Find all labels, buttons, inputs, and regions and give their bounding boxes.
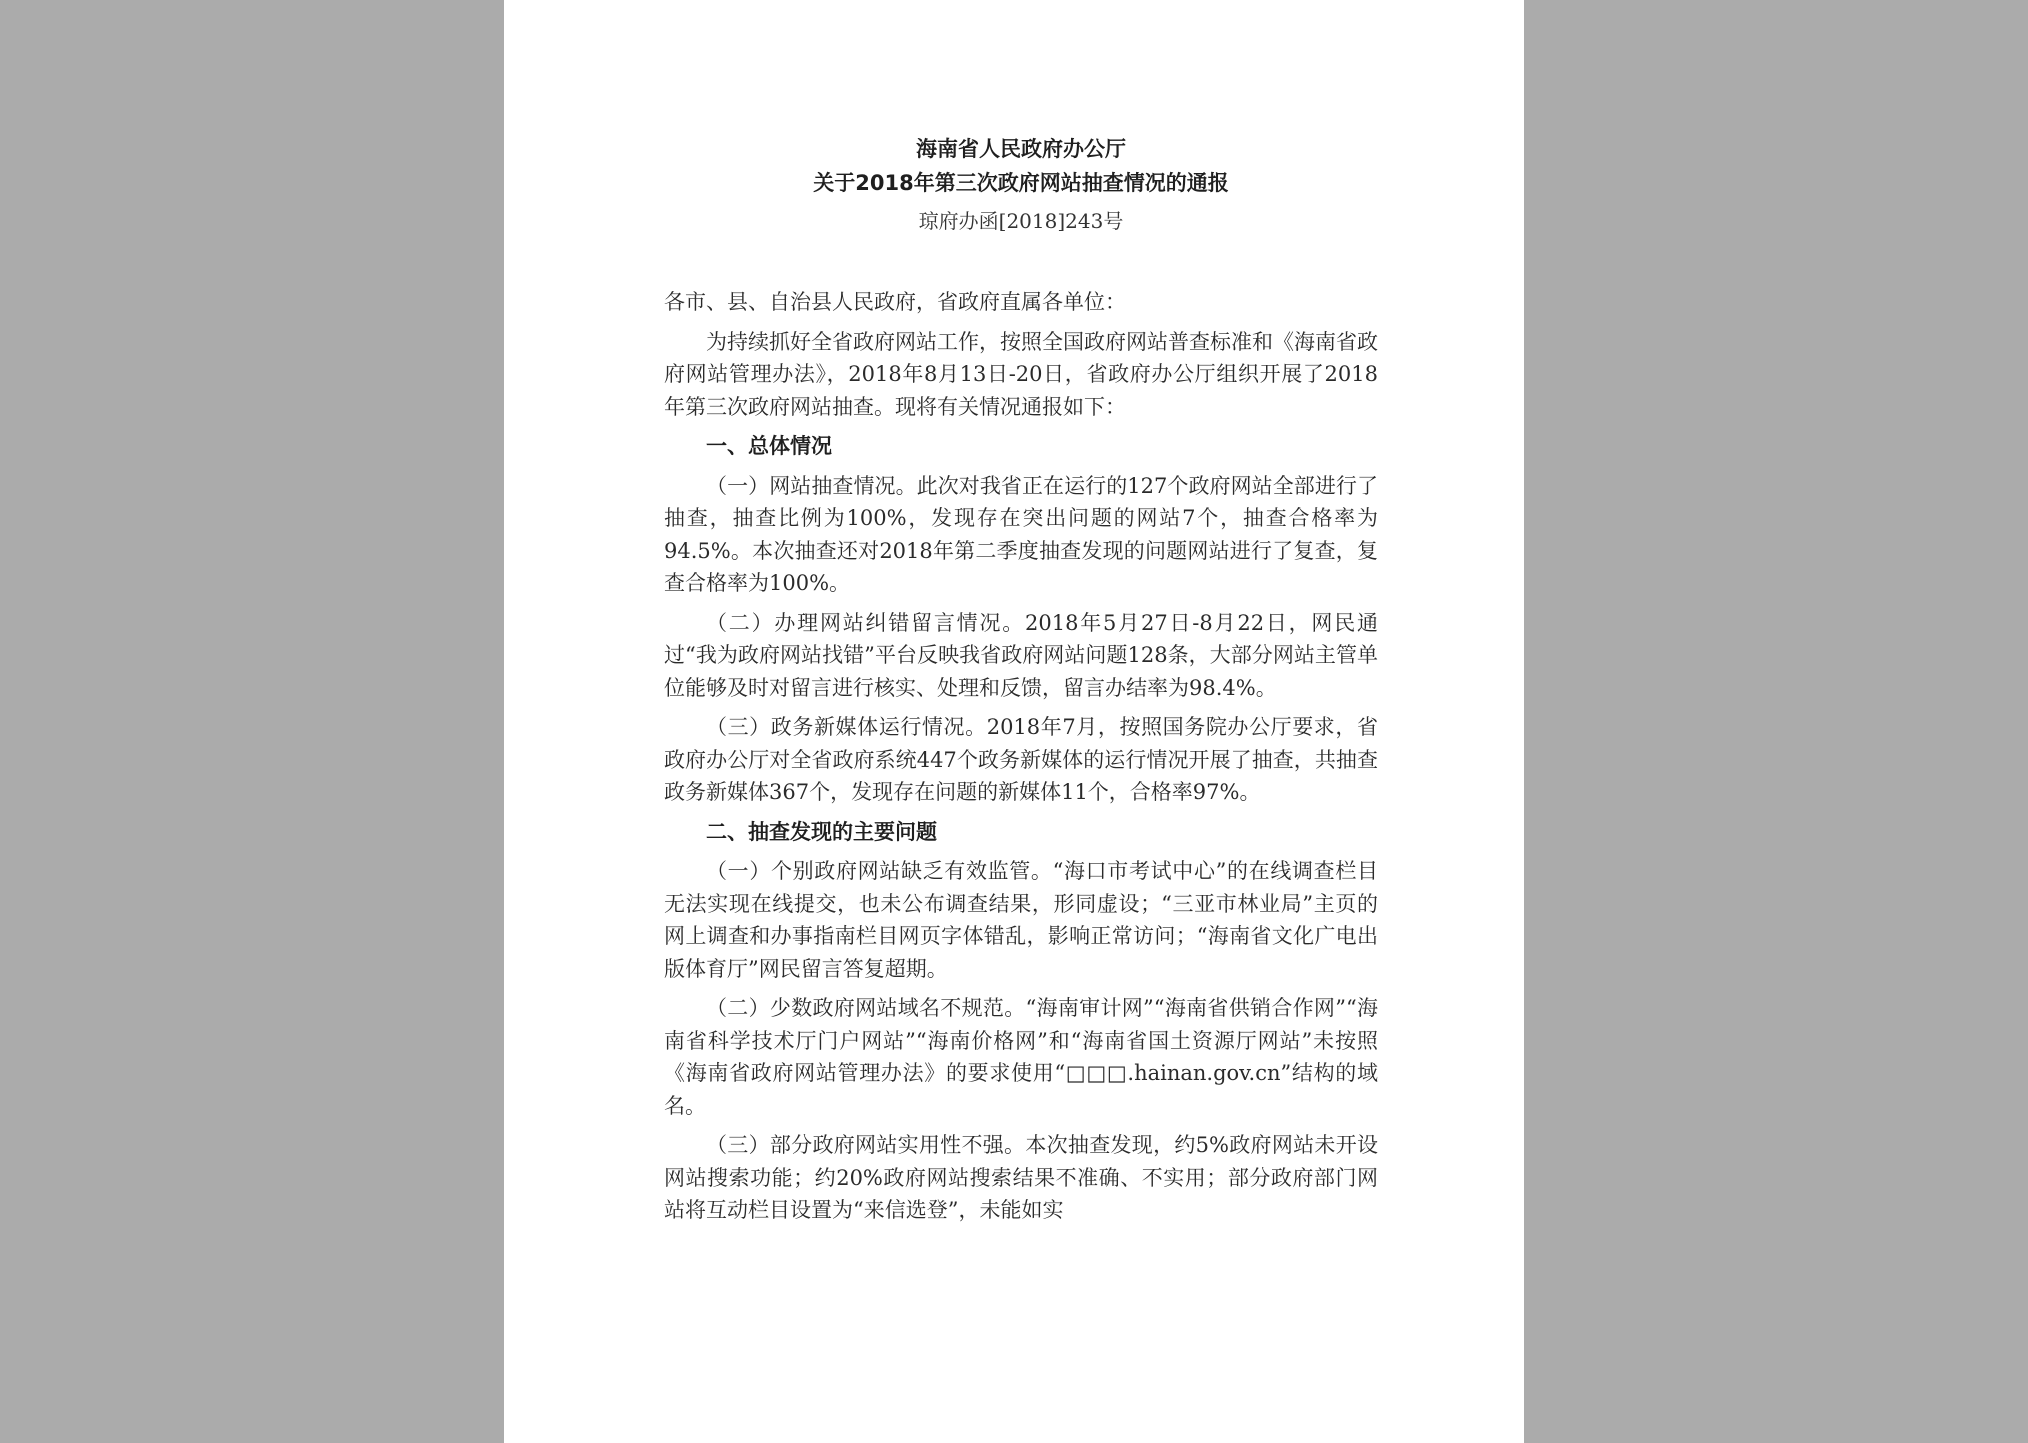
title-line-2: 关于2018年第三次政府网站抽查情况的通报 <box>813 171 1229 195</box>
salutation: 各市、县、自治县人民政府，省政府直属各单位： <box>664 290 1126 314</box>
intro-paragraph: 为持续抓好全省政府网站工作，按照全国政府网站普查标准和《海南省政府网站管理办法》，2018年8月13日-20日，省政府办公厅组织开展了2018年第三次政府网站抽查。现将有关情况通报如下： <box>664 329 1378 419</box>
paragraph-new-media: （三）政务新媒体运行情况。2018年7月，按照国务院办公厅要求，省政府办公厅对全省政府系统447个政务新媒体的运行情况开展了抽查，共抽查政务新媒体367个，发现存在问题的新媒体11个，合格率97%。 <box>664 715 1378 804</box>
document-page <box>504 0 1524 1443</box>
paragraph-website-inspection: （一）网站抽查情况。此次对我省正在运行的127个政府网站全部进行了抽查，抽查比例为100%，发现存在突出问题的网站7个，抽查合格率为94.5%。本次抽查还对2018年第二季度抽查发现的问题网站进行了复查，复查合格率为100%。 <box>664 473 1378 595</box>
title-line-1: 海南省人民政府办公厅 <box>916 137 1126 161</box>
paragraph-supervision: （一）个别政府网站缺乏有效监管。“海口市考试中心”的在线调查栏目无法实现在线提交，也未公布调查结果，形同虚设；“三亚市林业局”主页的网上调查和办事指南栏目网页字体错乱，影响正常访问；“海南省文化广电出版体育厅”网民留言答复超期。 <box>664 859 1378 981</box>
document-title <box>664 132 1378 200</box>
paragraph-domain-names: （二）少数政府网站域名不规范。“海南审计网”“海南省供销合作网”“海南省科学技术厅门户网站”“海南价格网”和“海南省国土资源厅网站”未按照《海南省政府网站管理办法》的要求使用“□□□.hainan.gov.cn”结构的域名。 <box>664 996 1378 1118</box>
paragraph-practicality: （三）部分政府网站实用性不强。本次抽查发现，约5%政府网站未开设网站搜索功能；约20%政府网站搜索结果不准确、不实用；部分政府部门网站将互动栏目设置为“来信选登”，未能如实 <box>664 1133 1378 1222</box>
document-body <box>664 286 1378 1227</box>
section-heading-problems: 二、抽查发现的主要问题 <box>706 819 937 844</box>
paragraph-error-messages: （二）办理网站纠错留言情况。2018年5月27日-8月22日，网民通过“我为政府网站找错”平台反映我省政府网站问题128条，大部分网站主管单位能够及时对留言进行核实、处理和反馈，留言办结率为98.4%。 <box>664 610 1378 700</box>
section-heading-overview: 一、总体情况 <box>706 434 832 458</box>
document-number: 琼府办函[2018]243号 <box>918 209 1124 233</box>
